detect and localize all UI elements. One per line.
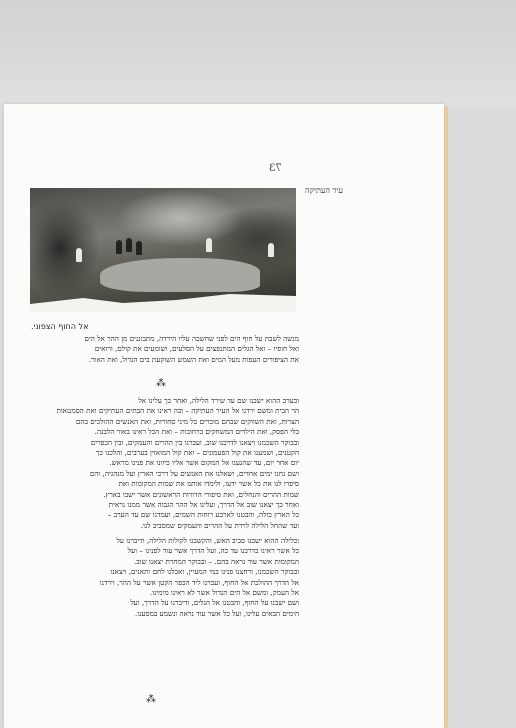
paragraph-section-3 (31, 536, 299, 619)
text-line: ובערב ההוא ישבנו שם עד שירד הלילה, ואחר כך עלינו אל (138, 396, 299, 405)
text-line: הצרות, ואת השווקים שבהם מוכרים כל מיני סחורות, ואת האנשים ההולכים בהם (75, 416, 299, 426)
text-line: ואחר כך יצאנו שוב אל הדרך, ועלינו אל ההר הגבוה אשר ממנו נראית (108, 500, 299, 510)
photo-figure (206, 238, 212, 252)
photo-figure (126, 238, 132, 252)
text-line: יום אחר יום, עד שהגענו אל המקום אשר אליו כיוונו את פנינו מראש. (109, 458, 299, 468)
text-line: ואל חופיו – ואל הגלים המתנפצים על הסלעים, ושומעים את קולם, ורואים (94, 344, 299, 354)
photo-rock (100, 258, 260, 292)
text-line: כל אשר ראינו בדרכנו עד כה, ועל הדרך אשר עוד לפנינו – ועל (127, 546, 299, 556)
photograph (30, 188, 296, 312)
text-line: שמות ההרים והנחלים, ואת סיפורי הדורות הראשונים אשר ישבו בארץ. (103, 489, 299, 499)
text-line: ובלילה ההוא ישבנו סביב האש, והקשבנו לקולות הלילה, ודיברנו על (116, 536, 299, 545)
text-line: הימים הבאים עלינו, ועל כל אשר עוד נראה ונשמע במסענו. (135, 608, 299, 618)
text-line: מנשה לשבת על חוף הים לפני שחשכה עליו הירדה, מתבוננים מן ההר אל הים (84, 334, 299, 343)
text-line: בלי הפסק, ואת הילדים המשחקים ברחובות – ואת הכל ראינו באור הלבנה. (94, 427, 299, 437)
page-number: 73 (269, 163, 282, 174)
photo-figure (76, 248, 82, 262)
text-line: הר הבית ומשם ירדנו אל העיר העתיקה – ובה ראינו את הבתים העתיקים ואת הסמטאות (56, 406, 299, 416)
text-line: את הציפורים העפות מעל המים ואת השמש השוקעת בים הגדול, ואת האור. (88, 354, 299, 364)
text-line: ושם ישבנו על החוף, והבטנו אל הגלים, ודיברנו על הדרך, ועל (130, 598, 299, 608)
photo-figure (268, 243, 274, 257)
section-divider: ⁂ (156, 378, 166, 389)
text-line: אל הדרך ההולכת אל החוף, ועברנו ליד הכפר הקטן אשר על ההר, וירדנו (99, 577, 299, 587)
section-divider: ⁂ (146, 694, 156, 705)
text-line: כל הארץ כולה, והבטנו לארבע רוחות השמים, ועמדנו שם עד הערב – (107, 510, 299, 520)
paragraph-section-1 (31, 334, 299, 365)
scanner-background (0, 0, 516, 106)
running-head: עיר העתיקה (305, 186, 344, 195)
text-line: ובבוקר השכמנו ויצאנו לדרכנו שוב, ועברנו בין ההרים והעמקים, ובין הכפרים (90, 437, 299, 447)
photo-figure (116, 240, 122, 254)
text-line: ושם נחנו ימים אחדים, ושאלנו את האנשים על דרכי הארץ ועל מנהגיה, והם (89, 468, 299, 478)
text-line: סיפרו לנו את כל אשר ידעו, ולימדו אותנו את שמות המקומות ואת (118, 479, 299, 489)
text-line: הקטנים, ושמענו את קול הפעמונים – ואת קול המואזין בערבים, והלכנו כך (95, 448, 299, 458)
text-line: המקומות אשר עוד נראה בהם. – ובבוקר המחרת יצאנו שוב. (133, 556, 299, 566)
text-line: אל העמק, ומשם אל הים הגדול אשר לא ראינו מימינו. (149, 588, 299, 598)
photo-figure (136, 241, 142, 255)
photo-caption: אל החוף הצפוני. (31, 322, 89, 331)
photo-sea (30, 292, 296, 312)
text-line: ובבוקר השכמנו, ורחצנו פנינו במי המעיין, ואכלנו לחם ותאנים, ויצאנו (110, 567, 299, 577)
paragraph-section-2 (31, 396, 299, 531)
text-line: ועד שהחל הלילה לרדת על ההרים והעמקים שמסביב לנו. (140, 520, 299, 530)
